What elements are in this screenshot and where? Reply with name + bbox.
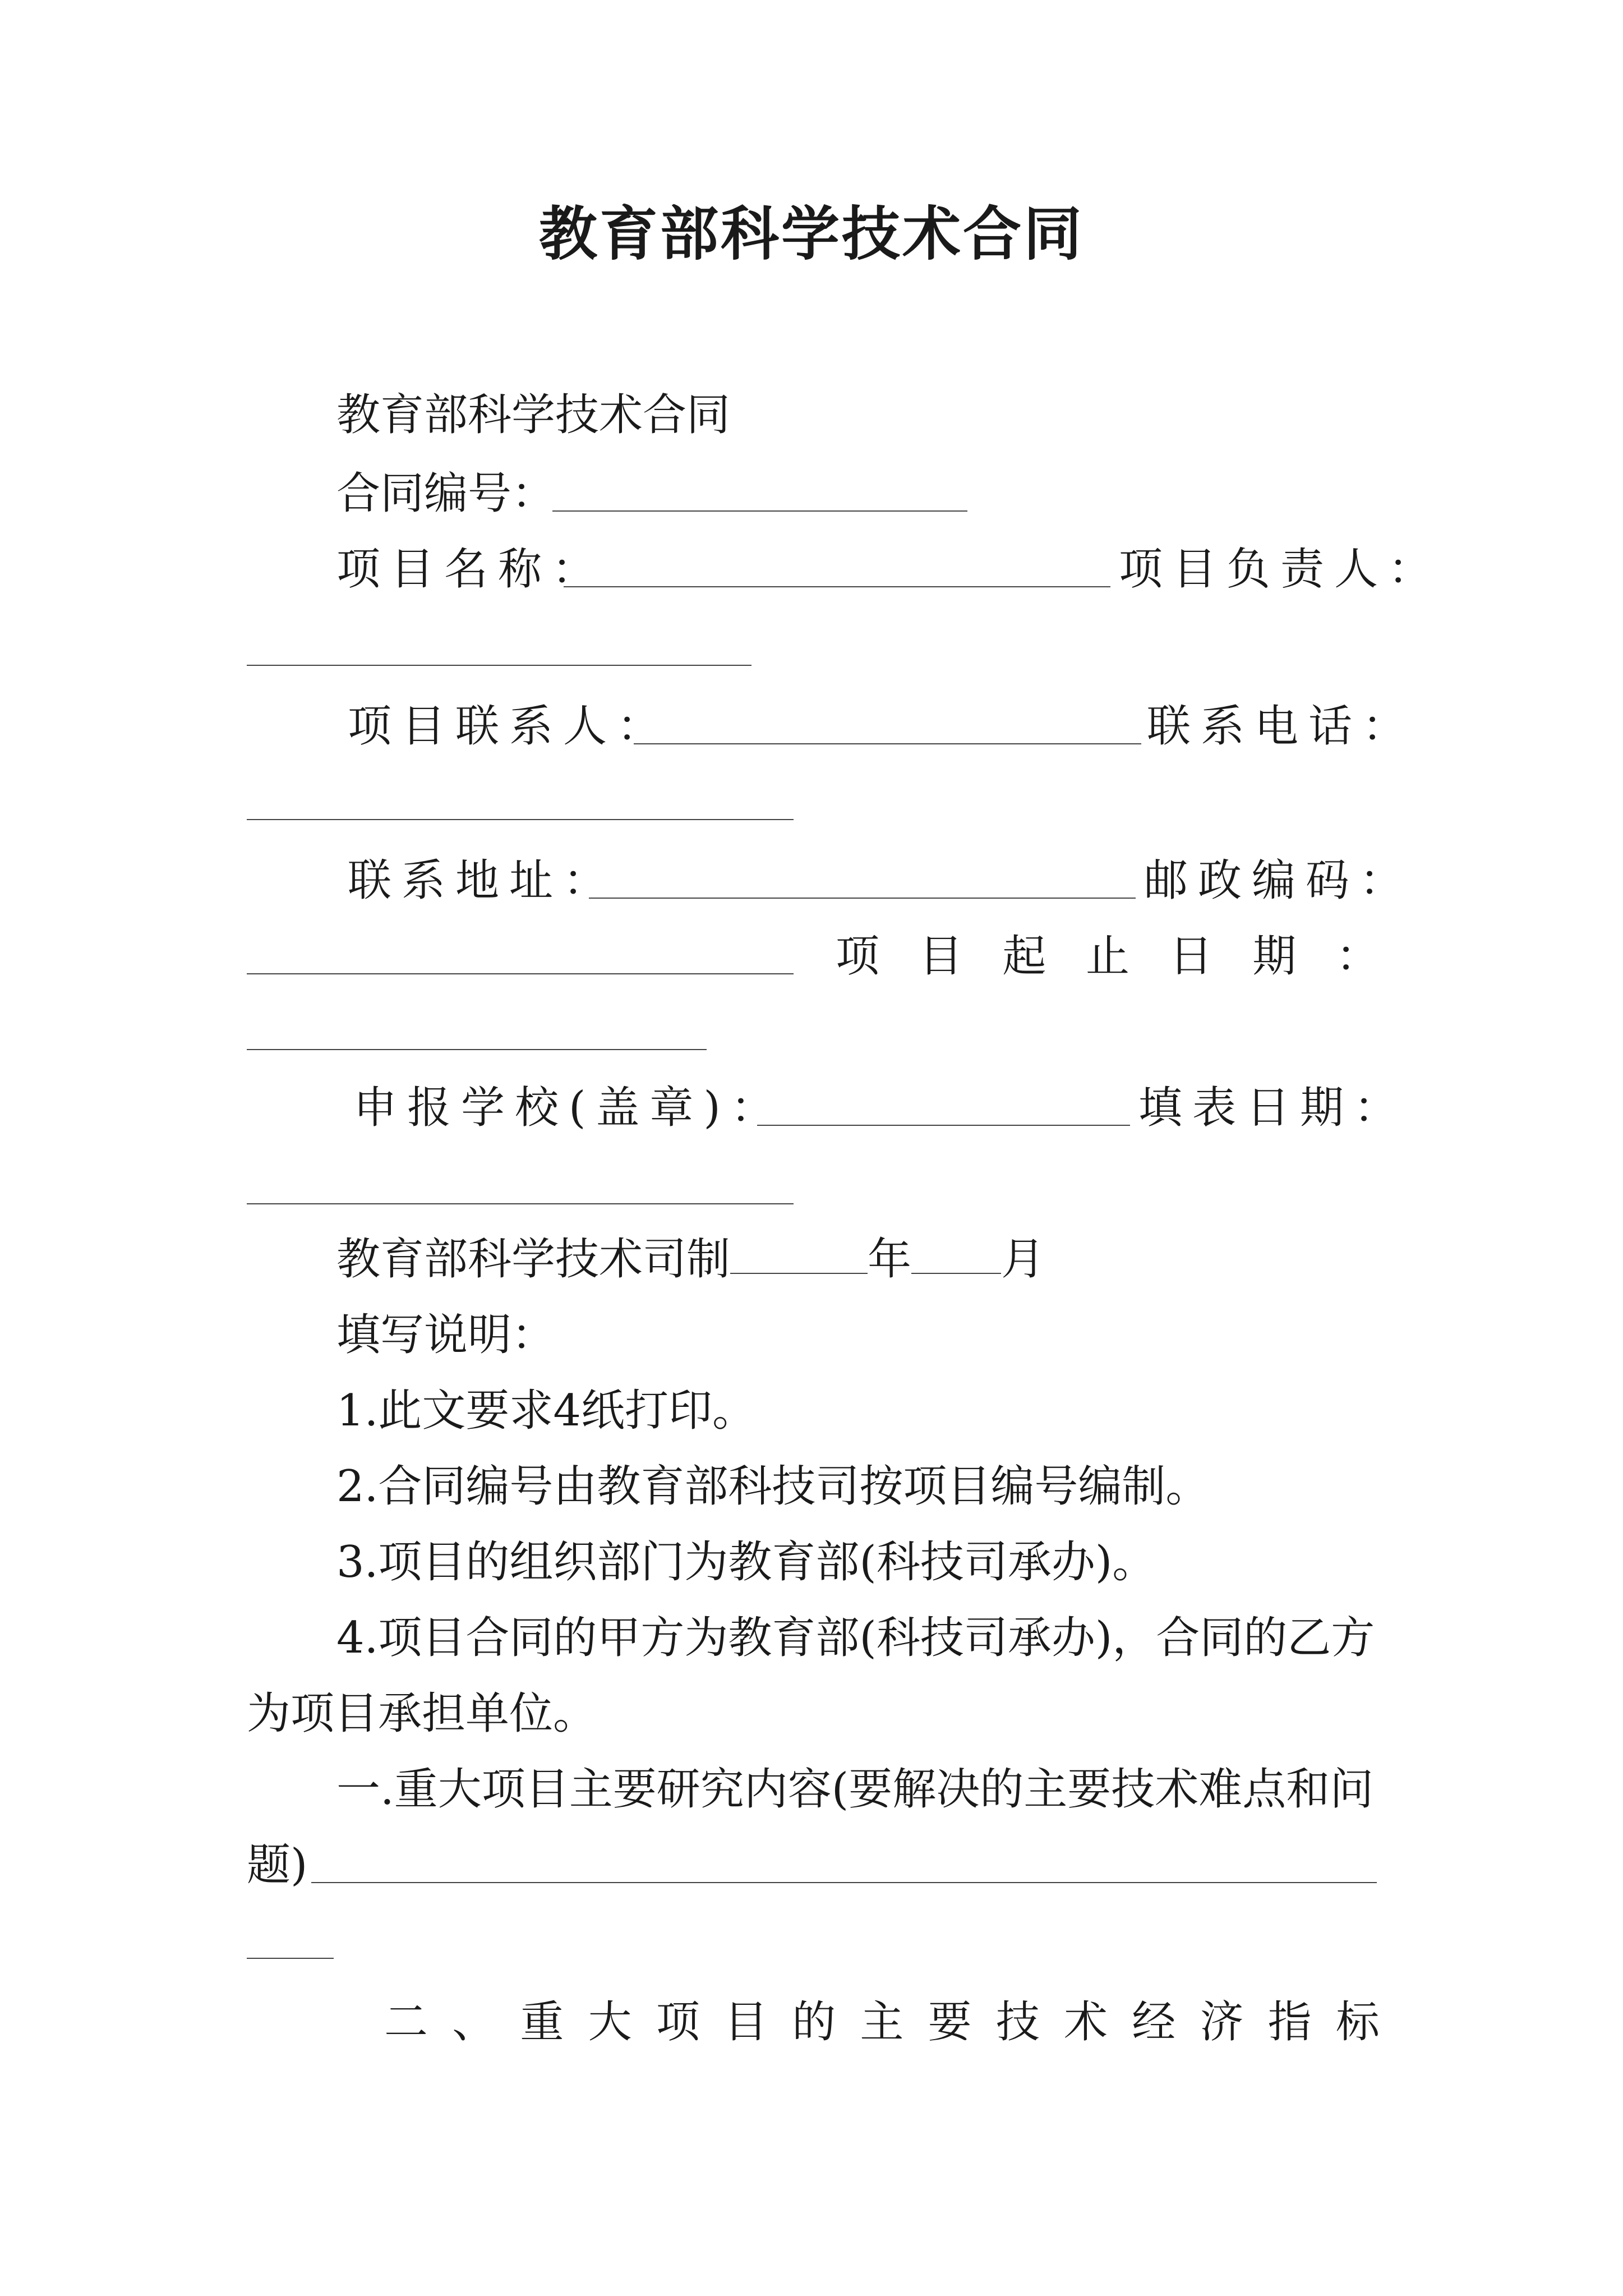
address-field[interactable]: [589, 898, 1136, 899]
instruction-item: 为项目承担单位。: [247, 1688, 597, 1739]
fill-date-label: 填表日期：: [1138, 1083, 1408, 1133]
section-2-char: 大: [588, 1997, 632, 2047]
maker-text: 教育部科学技术司制: [336, 1234, 731, 1285]
section-2-char: 重: [520, 1997, 564, 2047]
project-period-char: 目: [919, 931, 963, 982]
contact-person-label: 项目联系人：: [348, 701, 671, 752]
address-label: 联系地址：: [348, 855, 617, 906]
postcode-label: 邮政编码：: [1144, 855, 1414, 906]
project-period-char: 日: [1169, 931, 1213, 982]
project-name-field[interactable]: [564, 586, 1110, 587]
postcode-field[interactable]: [247, 973, 794, 974]
phone-label: 联系电话：: [1147, 701, 1417, 752]
contract-no-field[interactable]: [552, 510, 967, 512]
project-leader-field[interactable]: [247, 665, 751, 666]
project-period-char: ：: [1335, 931, 1380, 982]
section-2-char: 要: [928, 1997, 972, 2047]
section-1-field-cont[interactable]: [247, 1958, 334, 1959]
phone-field[interactable]: [247, 819, 794, 820]
project-name-label: 项目名称：: [336, 544, 606, 595]
section-2-char: 济: [1200, 1997, 1244, 2047]
contact-person-field[interactable]: [634, 743, 1141, 744]
school-field[interactable]: [757, 1125, 1130, 1126]
month-field[interactable]: [911, 1273, 1001, 1274]
fill-date-field[interactable]: [247, 1203, 794, 1204]
project-period-field[interactable]: [247, 1049, 707, 1050]
section-2-char: 的: [792, 1997, 836, 2047]
section-2-char: 、: [452, 1997, 496, 2047]
section-2-char: 二: [384, 1997, 428, 2047]
instruction-item: 1.此文要求4纸打印。: [336, 1386, 757, 1436]
section-2-char: 主: [860, 1997, 904, 2047]
section-1-heading: 一.重大项目主要研究内容(要解决的主要技术难点和问: [336, 1764, 1374, 1815]
section-1-heading-cont: 题): [247, 1840, 308, 1890]
section-2-char: 术: [1064, 1997, 1108, 2047]
instruction-item: 2.合同编号由教育部科技司按项目编号编制。: [336, 1461, 1210, 1512]
project-leader-label: 项目负责人：: [1119, 544, 1442, 595]
school-label: 申报学校(盖章)：: [353, 1083, 785, 1133]
section-2-char: 技: [995, 1997, 1040, 2047]
instruction-item: 3.项目的组织部门为教育部(科技司承办)。: [336, 1537, 1156, 1588]
section-2-char: 目: [724, 1997, 768, 2047]
project-period-char: 项: [836, 931, 880, 982]
month-label: 月: [1001, 1234, 1045, 1285]
year-label: 年: [868, 1234, 912, 1285]
maker-line: [336, 1231, 1045, 1287]
project-period-char: 止: [1085, 931, 1129, 982]
subtitle: 教育部科学技术合同: [336, 390, 731, 440]
year-field[interactable]: [730, 1273, 868, 1274]
section-2-char: 项: [656, 1997, 700, 2047]
project-period-char: 起: [1002, 931, 1046, 982]
contract-no-label: 合同编号：: [336, 468, 556, 519]
project-period-char: 期: [1252, 931, 1297, 982]
section-2-char: 经: [1132, 1997, 1176, 2047]
section-1-field[interactable]: [311, 1882, 1377, 1883]
project-period-label: [836, 928, 1380, 984]
instructions-heading: 填写说明：: [336, 1310, 556, 1360]
section-2-char: 标: [1335, 1997, 1380, 2047]
section-2-char: 指: [1267, 1997, 1312, 2047]
document-title: 教育部科学技术合同: [538, 199, 1084, 268]
instruction-item: 4.项目合同的甲方为教育部(科技司承办)，合同的乙方: [336, 1613, 1375, 1663]
section-2-heading: [384, 1994, 1380, 2050]
